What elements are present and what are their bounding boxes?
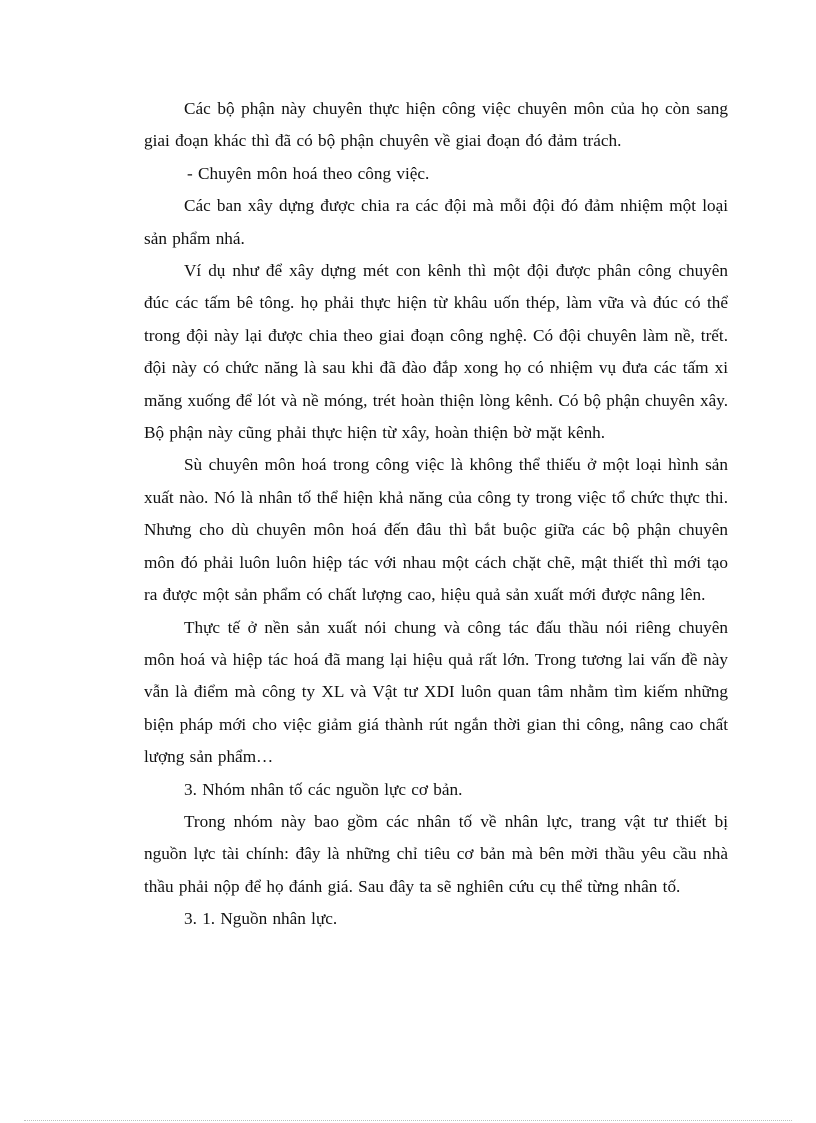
paragraph-6: Thực tế ở nền sản xuất nói chung và công tác đấu thầu nói riêng chuyên môn hoá và hiệp tác hoá đã mang lại hiệu quả rất lớn. Trong tương lai vấn đề này vẫn là điểm mà công ty XL và Vật tư XDI luôn quan tâm nhằm tìm kiếm những biện pháp mới cho việc giảm giá thành rút ngắn thời gian thi công, nâng cao chất lượng sản phẩm… xyxy=(144,617,728,767)
section-heading-3: 3. Nhóm nhân tố các nguồn lực cơ bản. xyxy=(184,779,463,799)
paragraph-3: Các ban xây dựng được chia ra các đội mà mỗi đội đó đảm nhiệm một loại sản phẩm nhá. xyxy=(144,196,728,248)
paragraph-8: Trong nhóm này bao gồm các nhân tố về nhân lực, trang vật tư thiết bị nguồn lực tài chính: đây là những chỉ tiêu cơ bản mà bên mời thầu yêu cầu nhà thầu phải nộp để họ đánh giá. Sau đây ta sẽ nghiên cứu cụ thể từng nhân tố. xyxy=(144,811,728,896)
paragraph-1: Các bộ phận này chuyên thực hiện công việc chuyên môn của họ còn sang giai đoạn khác thì đã có bộ phận chuyên về giai đoạn đó đảm trách. xyxy=(144,99,728,151)
paragraph-5: Sù chuyên môn hoá trong công việc là không thể thiếu ở một loại hình sản xuất nào. Nó là nhân tố thể hiện khả năng của công ty trong việc tổ chức thực thi. Nhưng cho dù chuyên môn hoá đến đâu thì bắt buộc giữa các bộ phận chuyên môn đó phải luôn luôn hiệp tác với nhau một cách chặt chẽ, mật thiết thì mới tạo ra được một sản phẩm có chất lượng cao, hiệu quả sản xuất mới được nâng lên. xyxy=(144,455,728,605)
subsection-heading-3-1: 3. 1. Nguồn nhân lực. xyxy=(184,909,338,929)
footer-dotted-divider xyxy=(24,1120,792,1121)
paragraph-2-heading: - Chuyên môn hoá theo công việc. xyxy=(187,163,430,183)
document-body xyxy=(144,93,728,936)
paragraph-4: Ví dụ như để xây dựng mét con kênh thì một đội được phân công chuyên đúc các tấm bê tông. họ phải thực hiện từ khâu uốn thép, làm vữa và đúc có thể trong đội này lại được chia theo giai đoạn công nghệ. Có đội chuyên làm nề, trết. đội này có chức năng là sau khi đã đào đắp xong họ có nhiệm vụ đưa các tấm xi măng xuống để lót và nề móng, trét hoàn thiện lòng kênh. Có bộ phận chuyên xây. Bộ phận này cũng phải thực hiện từ xây, hoàn thiện bờ mặt kênh. xyxy=(144,261,728,443)
